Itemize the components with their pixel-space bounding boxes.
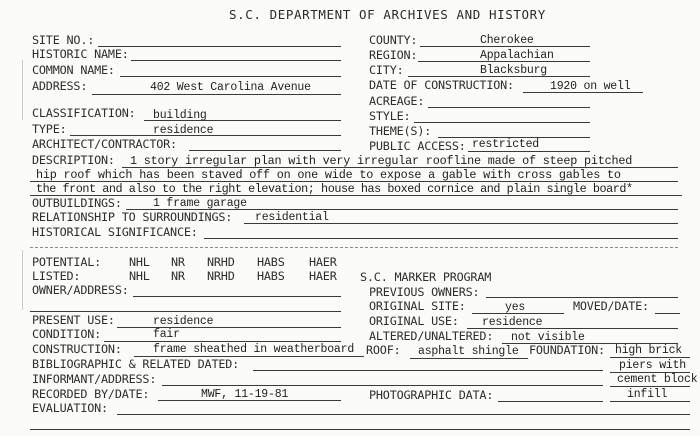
foundation-value-3: cement block <box>617 373 698 386</box>
site-no-label: SITE NO.: <box>32 33 95 47</box>
evaluation-line-2 <box>30 429 690 430</box>
acreage-line <box>428 107 590 108</box>
historic-name-label: HISTORIC NAME: <box>32 47 129 61</box>
owner-address-label: OWNER/ADDRESS: <box>32 283 129 297</box>
listed-haer: HAER <box>309 269 337 283</box>
left-edge-mark <box>22 250 23 310</box>
marker-program-label: S.C. MARKER PROGRAM <box>360 270 492 284</box>
recorded-by-label: RECORDED BY/DATE: <box>32 387 150 401</box>
photographic-line <box>498 401 603 402</box>
county-label: COUNTY: <box>369 33 418 47</box>
address-label: ADDRESS: <box>32 79 88 93</box>
public-access-value: restricted <box>472 138 540 151</box>
original-use-line <box>467 328 678 329</box>
evaluation-line <box>117 414 690 415</box>
potential-habs: HABS <box>257 255 285 269</box>
construction-value: frame sheathed in weatherboard <box>153 343 355 356</box>
recorded-by-value: MWF, 11-19-81 <box>201 388 289 401</box>
significance-label: HISTORICAL SIGNIFICANCE: <box>32 225 198 239</box>
style-label: STYLE: <box>369 109 411 123</box>
roof-label: ROOF: <box>366 343 401 357</box>
photographic-label: PHOTOGRAPHIC DATA: <box>369 388 494 402</box>
recorded-by-line <box>158 400 341 401</box>
potential-nhl: NHL <box>129 255 150 269</box>
present-use-line <box>117 327 341 328</box>
left-edge-mark <box>22 60 23 120</box>
bibliographic-label: BIBLIOGRAPHIC & RELATED DATED: <box>32 357 240 371</box>
listed-nr: NR <box>171 269 185 283</box>
moved-date-line <box>655 313 680 314</box>
present-use-label: PRESENT USE: <box>32 313 115 327</box>
foundation-value-2: piers with <box>619 359 687 372</box>
informant-label: INFORMANT/ADDRESS: <box>32 372 157 386</box>
relationship-label: RELATIONSHIP TO SURROUNDINGS: <box>32 210 233 224</box>
common-name-label: COMMON NAME: <box>32 63 115 77</box>
architect-line <box>189 150 341 151</box>
site-no-line <box>98 46 341 47</box>
original-site-label: ORIGINAL SITE: <box>369 299 466 313</box>
city-label: CITY: <box>369 63 404 77</box>
type-value: residence <box>153 124 214 137</box>
date-of-construction-line <box>523 92 643 93</box>
potential-nrhd: NRHD <box>207 255 235 269</box>
potential-label: POTENTIAL: <box>32 255 102 269</box>
public-access-label: PUBLIC ACCESS: <box>369 139 466 153</box>
roof-value: asphalt shingle <box>418 345 519 358</box>
listed-nhl: NHL <box>129 269 150 283</box>
potential-nr: NR <box>171 255 185 269</box>
original-use-value: residence <box>482 316 543 329</box>
type-line <box>70 135 341 136</box>
evaluation-label: EVALUATION: <box>32 401 108 415</box>
style-line <box>414 122 590 123</box>
bibliographic-line <box>253 370 603 371</box>
altered-value: not visible <box>511 331 585 344</box>
description-line-2: hip roof which has been staved off on one wide to expose a gable with cross gables to <box>36 168 621 182</box>
date-of-construction-label: DATE OF CONSTRUCTION: <box>369 78 514 92</box>
original-site-line <box>472 313 564 314</box>
relationship-line <box>244 223 678 224</box>
common-name-line <box>120 76 341 77</box>
roof-line <box>410 358 528 359</box>
county-value: Cherokee <box>480 34 534 47</box>
condition-label: CONDITION: <box>32 327 102 341</box>
altered-label: ALTERED/UNALTERED: <box>369 329 494 343</box>
original-site-value: yes <box>505 301 526 314</box>
description-line-3: the front and also to the right elevation; house has boxed cornice and plain single board* <box>36 182 633 196</box>
foundation-line-3 <box>610 386 690 387</box>
outbuildings-label: OUTBUILDINGS: <box>32 196 122 210</box>
classification-line <box>144 120 341 121</box>
outbuildings-value: 1 frame garage <box>153 197 247 210</box>
construction-label: CONSTRUCTION: <box>32 342 122 356</box>
owner-address-line-2 <box>30 311 341 312</box>
owner-address-line <box>133 296 341 297</box>
listed-habs: HABS <box>257 269 285 283</box>
historic-name-line <box>131 60 341 61</box>
foundation-line-4 <box>610 401 690 402</box>
moved-date-label: MOVED/DATE: <box>573 299 649 313</box>
county-line <box>420 46 590 47</box>
section-divider <box>30 247 678 248</box>
city-line <box>408 76 590 77</box>
description-label: DESCRIPTION: <box>32 153 115 167</box>
acreage-label: ACREAGE: <box>369 94 425 108</box>
architect-label: ARCHITECT/CONTRACTOR: <box>32 137 177 151</box>
relationship-value: residential <box>255 211 329 224</box>
region-value: Appalachian <box>480 49 554 62</box>
foundation-line-1 <box>610 357 690 358</box>
classification-label: CLASSIFICATION: <box>32 106 136 120</box>
region-label: REGION: <box>369 48 418 62</box>
present-use-value: residence <box>153 315 214 328</box>
address-line <box>92 94 341 95</box>
classification-value: building <box>153 109 207 122</box>
condition-line <box>104 341 341 342</box>
address-value: 402 West Carolina Avenue <box>150 81 311 94</box>
type-label: TYPE: <box>32 122 67 136</box>
foundation-value-1: high brick <box>615 344 683 357</box>
informant-line <box>162 385 603 386</box>
description-line-1: 1 story irregular plan with very irregular roofline made of steep pitched <box>130 154 633 168</box>
description-underline-3 <box>30 195 682 196</box>
foundation-value-4: infill <box>627 388 668 401</box>
listed-label: LISTED: <box>32 269 81 283</box>
original-use-label: ORIGINAL USE: <box>369 314 459 328</box>
date-of-construction-value: 1920 on well <box>550 80 631 93</box>
public-access-line <box>468 151 590 152</box>
potential-haer: HAER <box>309 255 337 269</box>
city-value: Blacksburg <box>480 64 548 77</box>
listed-nrhd: NRHD <box>207 269 235 283</box>
foundation-label: FOUNDATION: <box>529 343 605 357</box>
themes-label: THEME(S): <box>369 124 432 138</box>
previous-owners-line <box>486 297 678 298</box>
condition-value: fair <box>153 328 180 341</box>
previous-owners-label: PREVIOUS OWNERS: <box>369 285 480 299</box>
significance-line <box>204 238 678 239</box>
page-title: S.C. DEPARTMENT OF ARCHIVES AND HISTORY <box>229 7 546 22</box>
region-line <box>418 61 590 62</box>
